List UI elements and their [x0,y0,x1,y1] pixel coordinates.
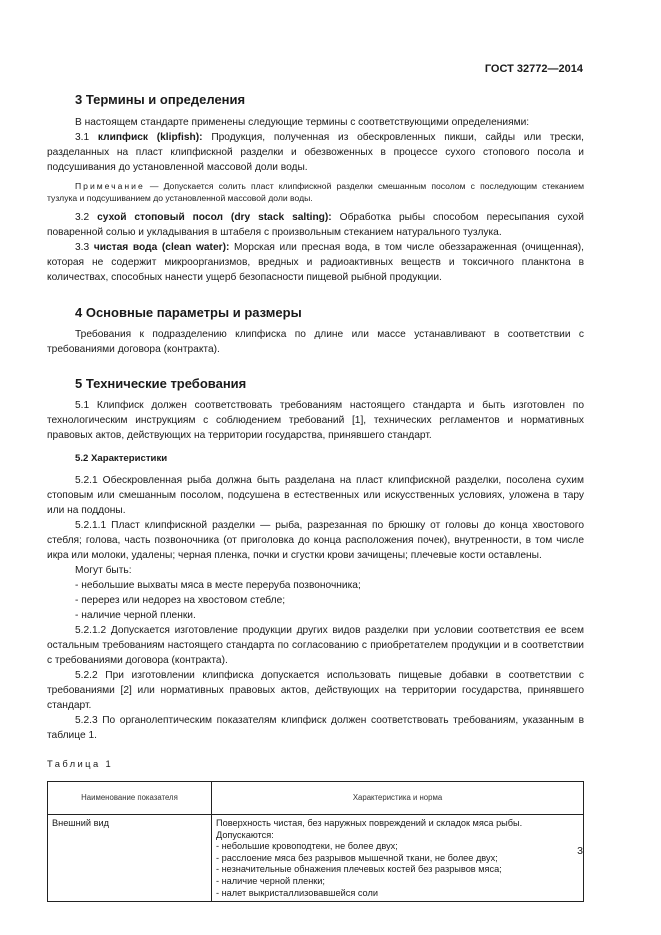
term-3-2-definition: Обработка рыбы способом пересыпания сухой поваренной солью и укладывания в штабеля с произвольным стеканием натурального тузлука. [47,212,584,238]
note-label: Примечание [75,181,145,191]
table-header-characteristic: Характеристика и норма [212,782,584,815]
term-3-2-term: сухой стоповый посол (dry stack salting): [97,212,332,223]
clause-5-1: 5.1 Клипфиск должен соответствовать требованиям настоящего стандарта и быть изготовлен по технологическим инструкциям с соблюдением требований [1], технических регламентов и нормативных правовых актов, действующих на территории государства, принявшего стандарт. [47,400,584,441]
term-3-1-note [47,181,584,204]
cell-line: Поверхность чистая, без наружных повреждений и складок мяса рыбы. [216,818,523,828]
clause-5-2-1: 5.2.1 Обескровленная рыба должна быть разделана на пласт клипфискной разделки, посолена сухим стоповым или смешанным посолом, подсушена в естественных или искусственных условиях, уложена в тару или на поддоны. [47,475,584,516]
page-number: 3 [577,845,583,857]
term-3-3 [47,240,584,285]
cell-line: Допускаются: [216,829,274,840]
term-3-2-number: 3.2 [75,212,90,223]
term-3-3-term: чистая вода (clean water): [93,242,230,253]
list-item: - перерез или недорез на хвостовом стебле; [75,595,286,606]
table-cell-characteristic [212,815,584,902]
page-content [47,92,584,902]
table-caption: Таблица 1 [47,758,114,769]
list-item: - небольшие выхваты мяса в месте переруба позвоночника; [75,580,361,591]
term-3-1 [47,130,584,175]
term-3-3-number: 3.3 [75,242,90,253]
term-3-3-definition: Морская или пресная вода, в том числе обеззараженная (очищенная), которая не содержит микроорганизмов, вредных и радиоактивных веществ и токсичного планктона в количествах, способных нанести ущерб безопасности пищевой рыбной продукции. [47,242,584,283]
document-code: ГОСТ 32772—2014 [484,63,583,75]
clause-5-2-1-1: 5.2.1.1 Пласт клипфискной разделки — рыба, разрезанная по брюшку от головы до конца хвостового стебля; голова, часть позвоночника (от приголовка до конца расположения почек), внутренности, в том числе икра или молоки, удалены; черная пленка, почки и сгустки крови зачищены; плечевые кости оставлены. [47,520,584,561]
list-item: - наличие черной пленки. [75,610,196,621]
term-3-2 [47,210,584,240]
may-be-label: Могут быть: [75,565,132,576]
table-header-row [48,782,584,815]
cell-line: - небольшие кровоподтеки, не более двух; [216,841,398,852]
clause-5-2-heading: 5.2 Характеристики [75,453,168,464]
section-4-text: Требования к подразделению клипфиска по длине или массе устанавливают в соответствии с требованиями договора (контракта). [47,329,584,355]
table-1 [47,781,584,902]
term-3-1-term: клипфиск (klipfish): [97,132,203,143]
clause-5-2-3: 5.2.3 По органолептическим показателям клипфиск должен соответствовать требованиям, указанным в таблице 1. [47,715,584,741]
cell-line: - незначительные обнажения плечевых костей без разрывов мяса; [216,864,502,875]
note-text: — Допускается солить пласт клипфискной разделки смешанным посолом с последующим стеканием тузлука и подсушиванием до установленной массовой доли воды. [47,181,584,203]
table-row [48,815,584,902]
clause-5-2-2: 5.2.2 При изготовлении клипфиска допускается использовать пищевые добавки в соответствии с требованиями [2] или нормативных правовых актов, действующих на территории государства, принявшего стандарт. [47,670,584,711]
cell-line: - налет выкристаллизовавшейся соли [216,887,378,898]
table-cell-name: Внешний вид [48,815,212,902]
clause-5-2-1-2: 5.2.1.2 Допускается изготовление продукции других видов разделки при условии соответствия ее всем остальным требованиям настоящего стандарта по согласованию с приобретателем продукции и в соответствии с требованиями договора (контракта). [47,625,584,666]
cell-line: - расслоение мяса без разрывов мышечной ткани, не более двух; [216,852,498,863]
section-3-title: 3 Термины и определения [75,92,246,107]
section-3-intro: В настоящем стандарте применены следующие термины с соответствующими определениями: [75,117,530,128]
cell-line: - наличие черной пленки; [216,875,325,886]
section-4-title: 4 Основные параметры и размеры [75,305,302,320]
table-header-indicator: Наименование показателя [48,782,212,815]
section-5-title: 5 Технические требования [75,376,247,391]
term-3-1-number: 3.1 [75,132,90,143]
term-3-1-definition: Продукция, полученная из обескровленных пикши, сайды или трески, разделанных на пласт клипфискной разделки и обезвоженных в процессе сухого стопового посола и подсушивания до установленной массовой доли воды. [47,132,584,173]
